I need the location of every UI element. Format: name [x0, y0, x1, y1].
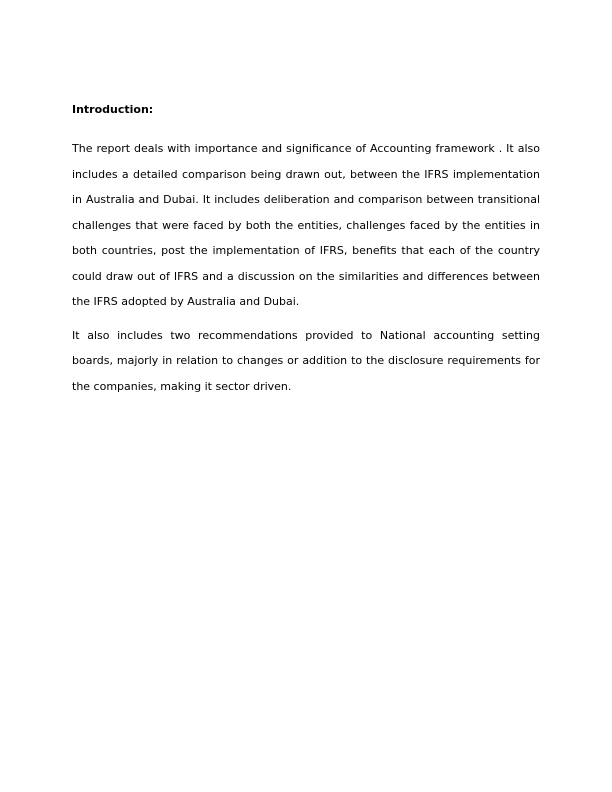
paragraph-2: [72, 323, 540, 400]
paragraph-line: both countries, post the implementation of IFRS, benefits that each of the country: [72, 244, 540, 257]
paragraph-line: the IFRS adopted by Australia and Dubai.: [72, 295, 300, 308]
paragraph-line: could draw out of IFRS and a discussion on the similarities and differences between: [72, 269, 540, 283]
section-heading: Introduction:: [72, 103, 154, 116]
paragraph-1: [72, 136, 540, 315]
paragraph-line: in Australia and Dubai. It includes deliberation and comparison between transitional: [72, 193, 540, 206]
paragraph-line: challenges that were faced by both the entities, challenges faced by the entities in: [72, 218, 540, 232]
document-page: [72, 100, 540, 407]
paragraph-line: includes a detailed comparison being drawn out, between the IFRS implementation: [72, 167, 540, 181]
paragraph-line: the companies, making it sector driven.: [72, 379, 292, 393]
paragraph-line: The report deals with importance and significance of Accounting framework . It also: [72, 142, 540, 155]
paragraph-line: It also includes two recommendations provided to National accounting setting: [72, 328, 540, 342]
paragraph-line: boards, majorly in relation to changes or addition to the disclosure requirements for: [72, 354, 540, 367]
